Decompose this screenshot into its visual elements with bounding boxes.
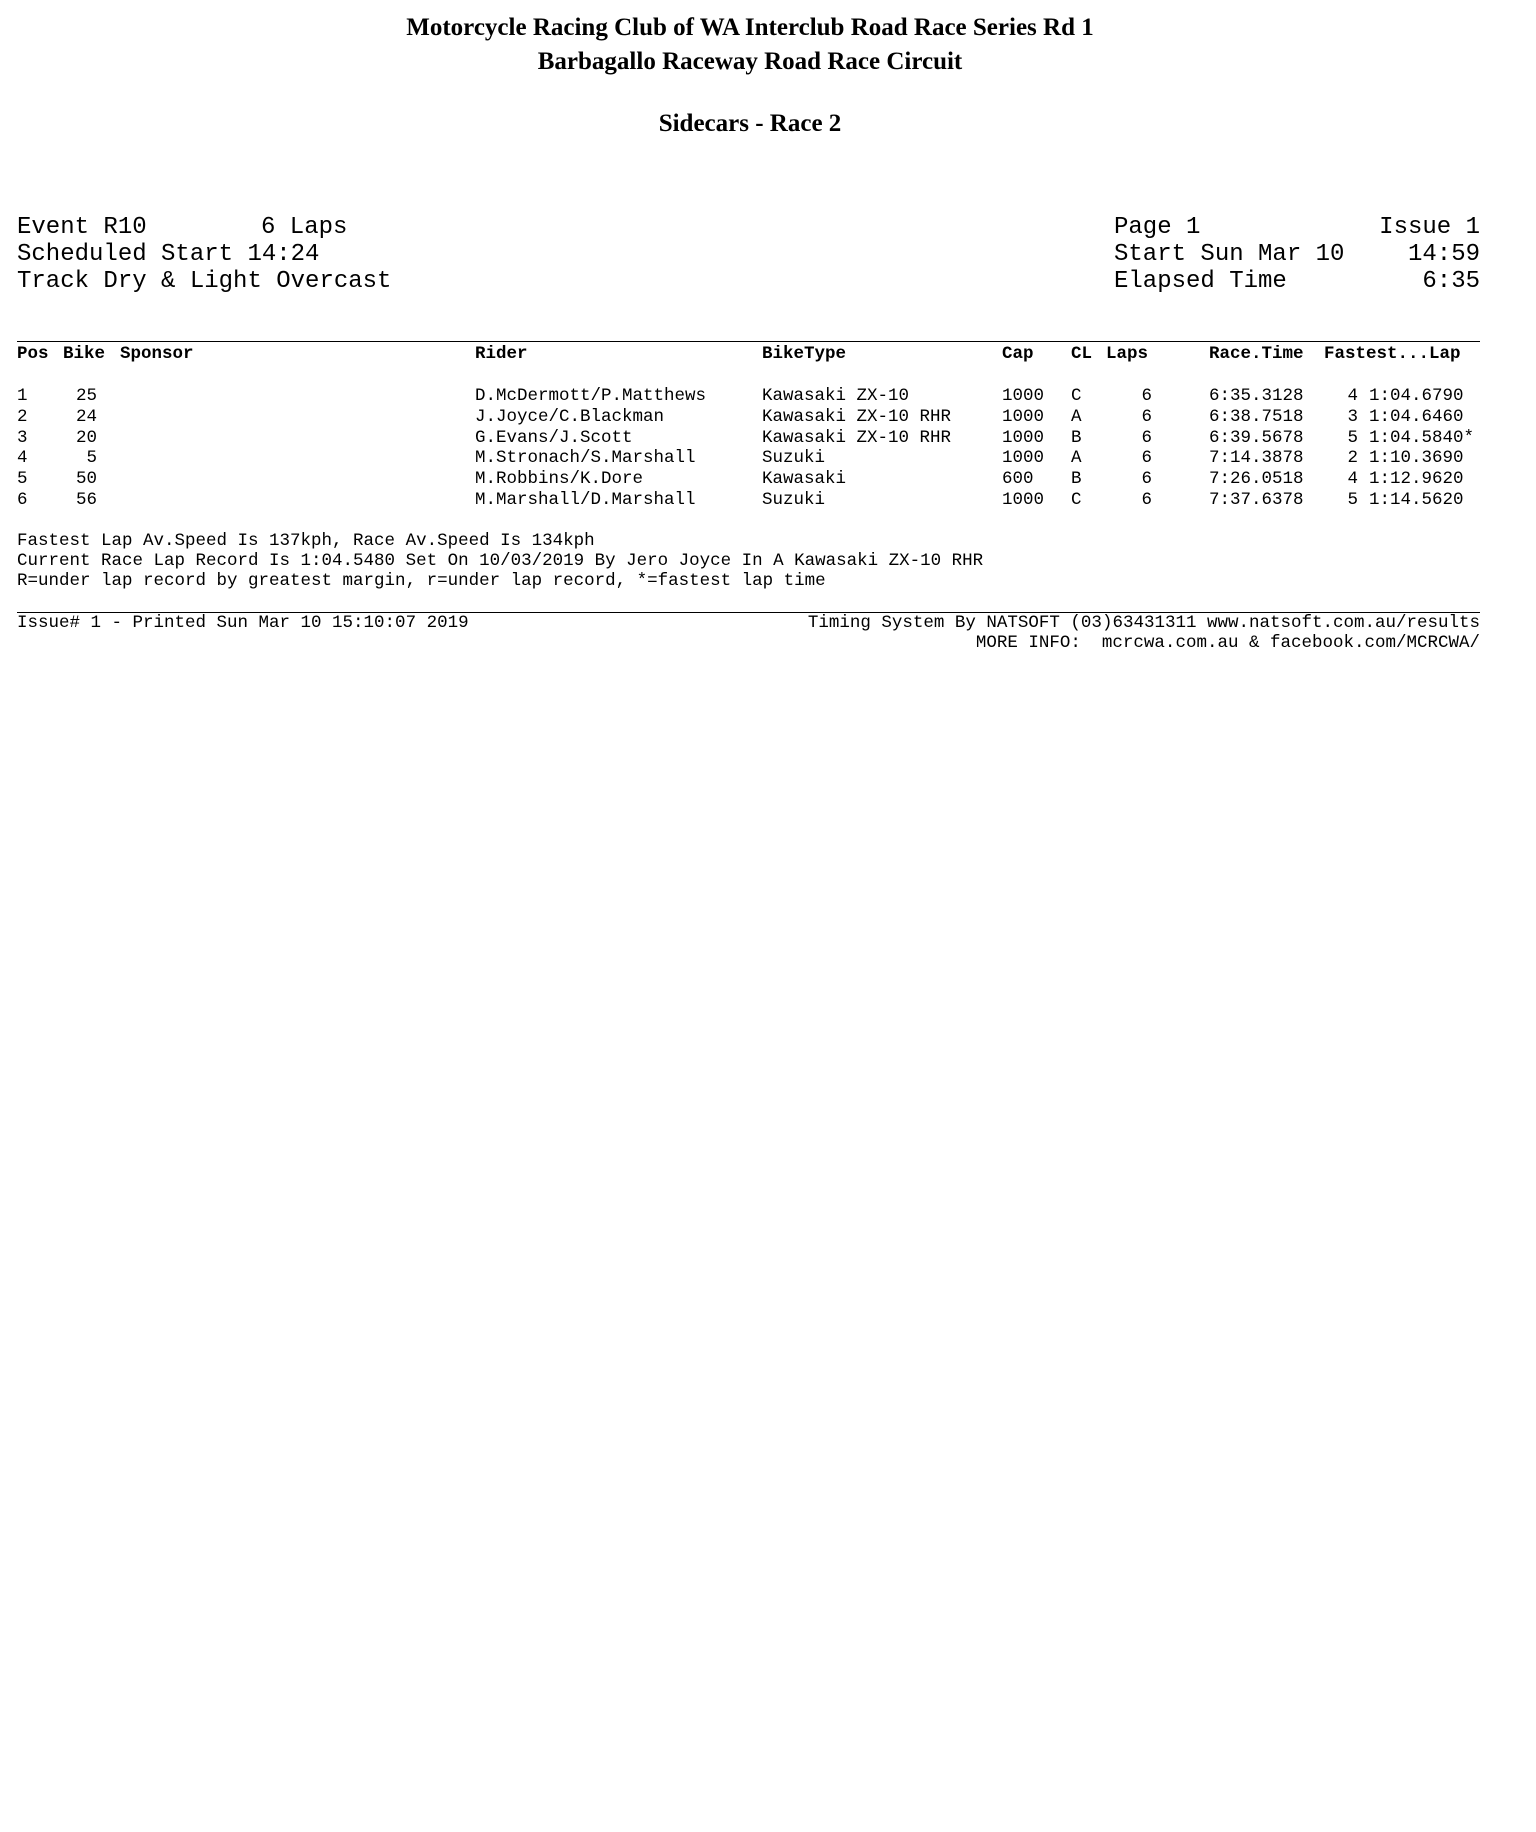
cell-pos: 4 xyxy=(17,448,28,469)
cell-rider: M.Robbins/K.Dore xyxy=(475,469,644,490)
cell-laps: 6 xyxy=(1141,469,1152,490)
cell-pos: 6 xyxy=(17,490,28,510)
cell-fastest-lap-no: 4 xyxy=(1347,386,1358,406)
cell-cl: C xyxy=(1071,386,1082,406)
cell-race-time: 7:14.3878 xyxy=(1209,448,1304,469)
cell-pos: 5 xyxy=(17,469,28,490)
cell-bike: 56 xyxy=(75,490,97,510)
cell-race-time: 6:39.5678 xyxy=(1209,427,1304,448)
cell-pos: 3 xyxy=(17,427,28,448)
col-cl: CL xyxy=(1071,344,1093,364)
cell-fastest-lap-no: 5 xyxy=(1347,490,1358,510)
divider-line xyxy=(17,341,1480,342)
cell-cap: 1000 xyxy=(1002,427,1045,448)
timing-system-info: Timing System By NATSOFT (03)63431311 www.natsoft.com.au/results xyxy=(807,613,1480,633)
cell-biketype: Kawasaki ZX-10 RHR xyxy=(762,427,952,448)
col-bike: Bike xyxy=(63,344,106,364)
table-row xyxy=(0,490,1536,511)
cell-cap: 1000 xyxy=(1002,490,1045,510)
event-id: Event R10 xyxy=(17,214,147,241)
race-title: Sidecars - Race 2 xyxy=(658,110,842,137)
cell-pos: 2 xyxy=(17,406,28,427)
elapsed-time: 6:35 xyxy=(1422,268,1480,295)
cell-fastest-lap: 1:04.6460 xyxy=(1369,406,1464,427)
cell-fastest-lap-no: 2 xyxy=(1347,448,1358,469)
table-row xyxy=(0,428,1536,449)
col-laps: Laps xyxy=(1106,344,1149,364)
cell-rider: M.Stronach/S.Marshall xyxy=(475,448,696,469)
col-cap: Cap xyxy=(1002,344,1034,364)
start-label: Start Sun Mar 10 xyxy=(1114,241,1345,268)
cell-laps: 6 xyxy=(1141,406,1152,427)
cell-cap: 1000 xyxy=(1002,406,1045,427)
col-rider: Rider xyxy=(475,344,528,364)
cell-laps: 6 xyxy=(1141,427,1152,448)
start-time: 14:59 xyxy=(1407,241,1480,268)
cell-fastest-lap-no: 5 xyxy=(1347,427,1358,448)
cell-race-time: 7:26.0518 xyxy=(1209,469,1304,490)
cell-biketype: Suzuki xyxy=(762,490,826,510)
col-biketype: BikeType xyxy=(762,344,847,364)
cell-fastest-lap: 1:10.3690 xyxy=(1369,448,1464,469)
elapsed-label: Elapsed Time xyxy=(1114,268,1287,295)
event-laps: 6 Laps xyxy=(261,214,348,241)
cell-cl: C xyxy=(1071,490,1082,510)
col-fastest-lap: Fastest...Lap xyxy=(1324,344,1461,364)
cell-fastest-lap-no: 4 xyxy=(1347,469,1358,490)
cell-bike: 25 xyxy=(75,386,97,406)
page-number: Page 1 xyxy=(1114,214,1201,241)
cell-race-time: 6:35.3128 xyxy=(1209,386,1304,406)
legend-note: R=under lap record by greatest margin, r=under lap record, *=fastest lap time xyxy=(17,571,826,591)
col-race-time: Race.Time xyxy=(1209,344,1304,364)
cell-biketype: Kawasaki ZX-10 RHR xyxy=(762,406,952,427)
cell-rider: M.Marshall/D.Marshall xyxy=(475,490,696,510)
cell-bike: 5 xyxy=(86,448,97,469)
cell-bike: 50 xyxy=(75,469,97,490)
cell-bike: 20 xyxy=(75,427,97,448)
cell-cap: 1000 xyxy=(1002,448,1045,469)
print-info: Issue# 1 - Printed Sun Mar 10 15:10:07 2019 xyxy=(17,613,469,633)
cell-rider: G.Evans/J.Scott xyxy=(475,427,633,448)
cell-bike: 24 xyxy=(75,406,97,427)
track-condition: Track Dry & Light Overcast xyxy=(17,268,392,295)
cell-cl: B xyxy=(1071,469,1082,490)
circuit-title: Barbagallo Raceway Road Race Circuit xyxy=(537,48,963,75)
cell-biketype: Kawasaki xyxy=(762,469,847,490)
report-title: Motorcycle Racing Club of WA Interclub Road Race Series Rd 1 xyxy=(406,14,1094,41)
cell-biketype: Kawasaki ZX-10 xyxy=(762,386,910,406)
cell-race-time: 6:38.7518 xyxy=(1209,406,1304,427)
cell-laps: 6 xyxy=(1141,490,1152,510)
cell-cl: A xyxy=(1071,448,1082,469)
cell-fastest-lap: 1:04.5840* xyxy=(1369,427,1475,448)
cell-pos: 1 xyxy=(17,386,28,406)
results-table-header xyxy=(0,344,1536,365)
table-row xyxy=(0,386,1536,407)
cell-cap: 1000 xyxy=(1002,386,1045,406)
speed-note: Fastest Lap Av.Speed Is 137kph, Race Av.Speed Is 134kph xyxy=(17,531,595,551)
cell-laps: 6 xyxy=(1141,386,1152,406)
lap-record-note: Current Race Lap Record Is 1:04.5480 Set On 10/03/2019 By Jero Joyce In A Kawasaki ZX-10 RHR xyxy=(17,551,984,571)
cell-race-time: 7:37.6378 xyxy=(1209,490,1304,510)
cell-fastest-lap: 1:12.9620 xyxy=(1369,469,1464,490)
table-row xyxy=(0,448,1536,469)
col-sponsor: Sponsor xyxy=(120,344,194,364)
cell-fastest-lap-no: 3 xyxy=(1347,406,1358,427)
cell-cl: A xyxy=(1071,406,1082,427)
cell-biketype: Suzuki xyxy=(762,448,826,469)
cell-rider: J.Joyce/C.Blackman xyxy=(475,406,665,427)
cell-fastest-lap: 1:04.6790 xyxy=(1369,386,1464,406)
issue-number: Issue 1 xyxy=(1379,214,1480,241)
cell-fastest-lap: 1:14.5620 xyxy=(1369,490,1464,510)
table-row xyxy=(0,469,1536,490)
col-pos: Pos xyxy=(17,344,49,364)
cell-laps: 6 xyxy=(1141,448,1152,469)
cell-cl: B xyxy=(1071,427,1082,448)
more-info: MORE INFO: mcrcwa.com.au & facebook.com/MCRCWA/ xyxy=(975,633,1480,653)
cell-cap: 600 xyxy=(1002,469,1034,490)
scheduled-start: Scheduled Start 14:24 xyxy=(17,241,320,268)
table-row xyxy=(0,407,1536,428)
cell-rider: D.McDermott/P.Matthews xyxy=(475,386,707,406)
